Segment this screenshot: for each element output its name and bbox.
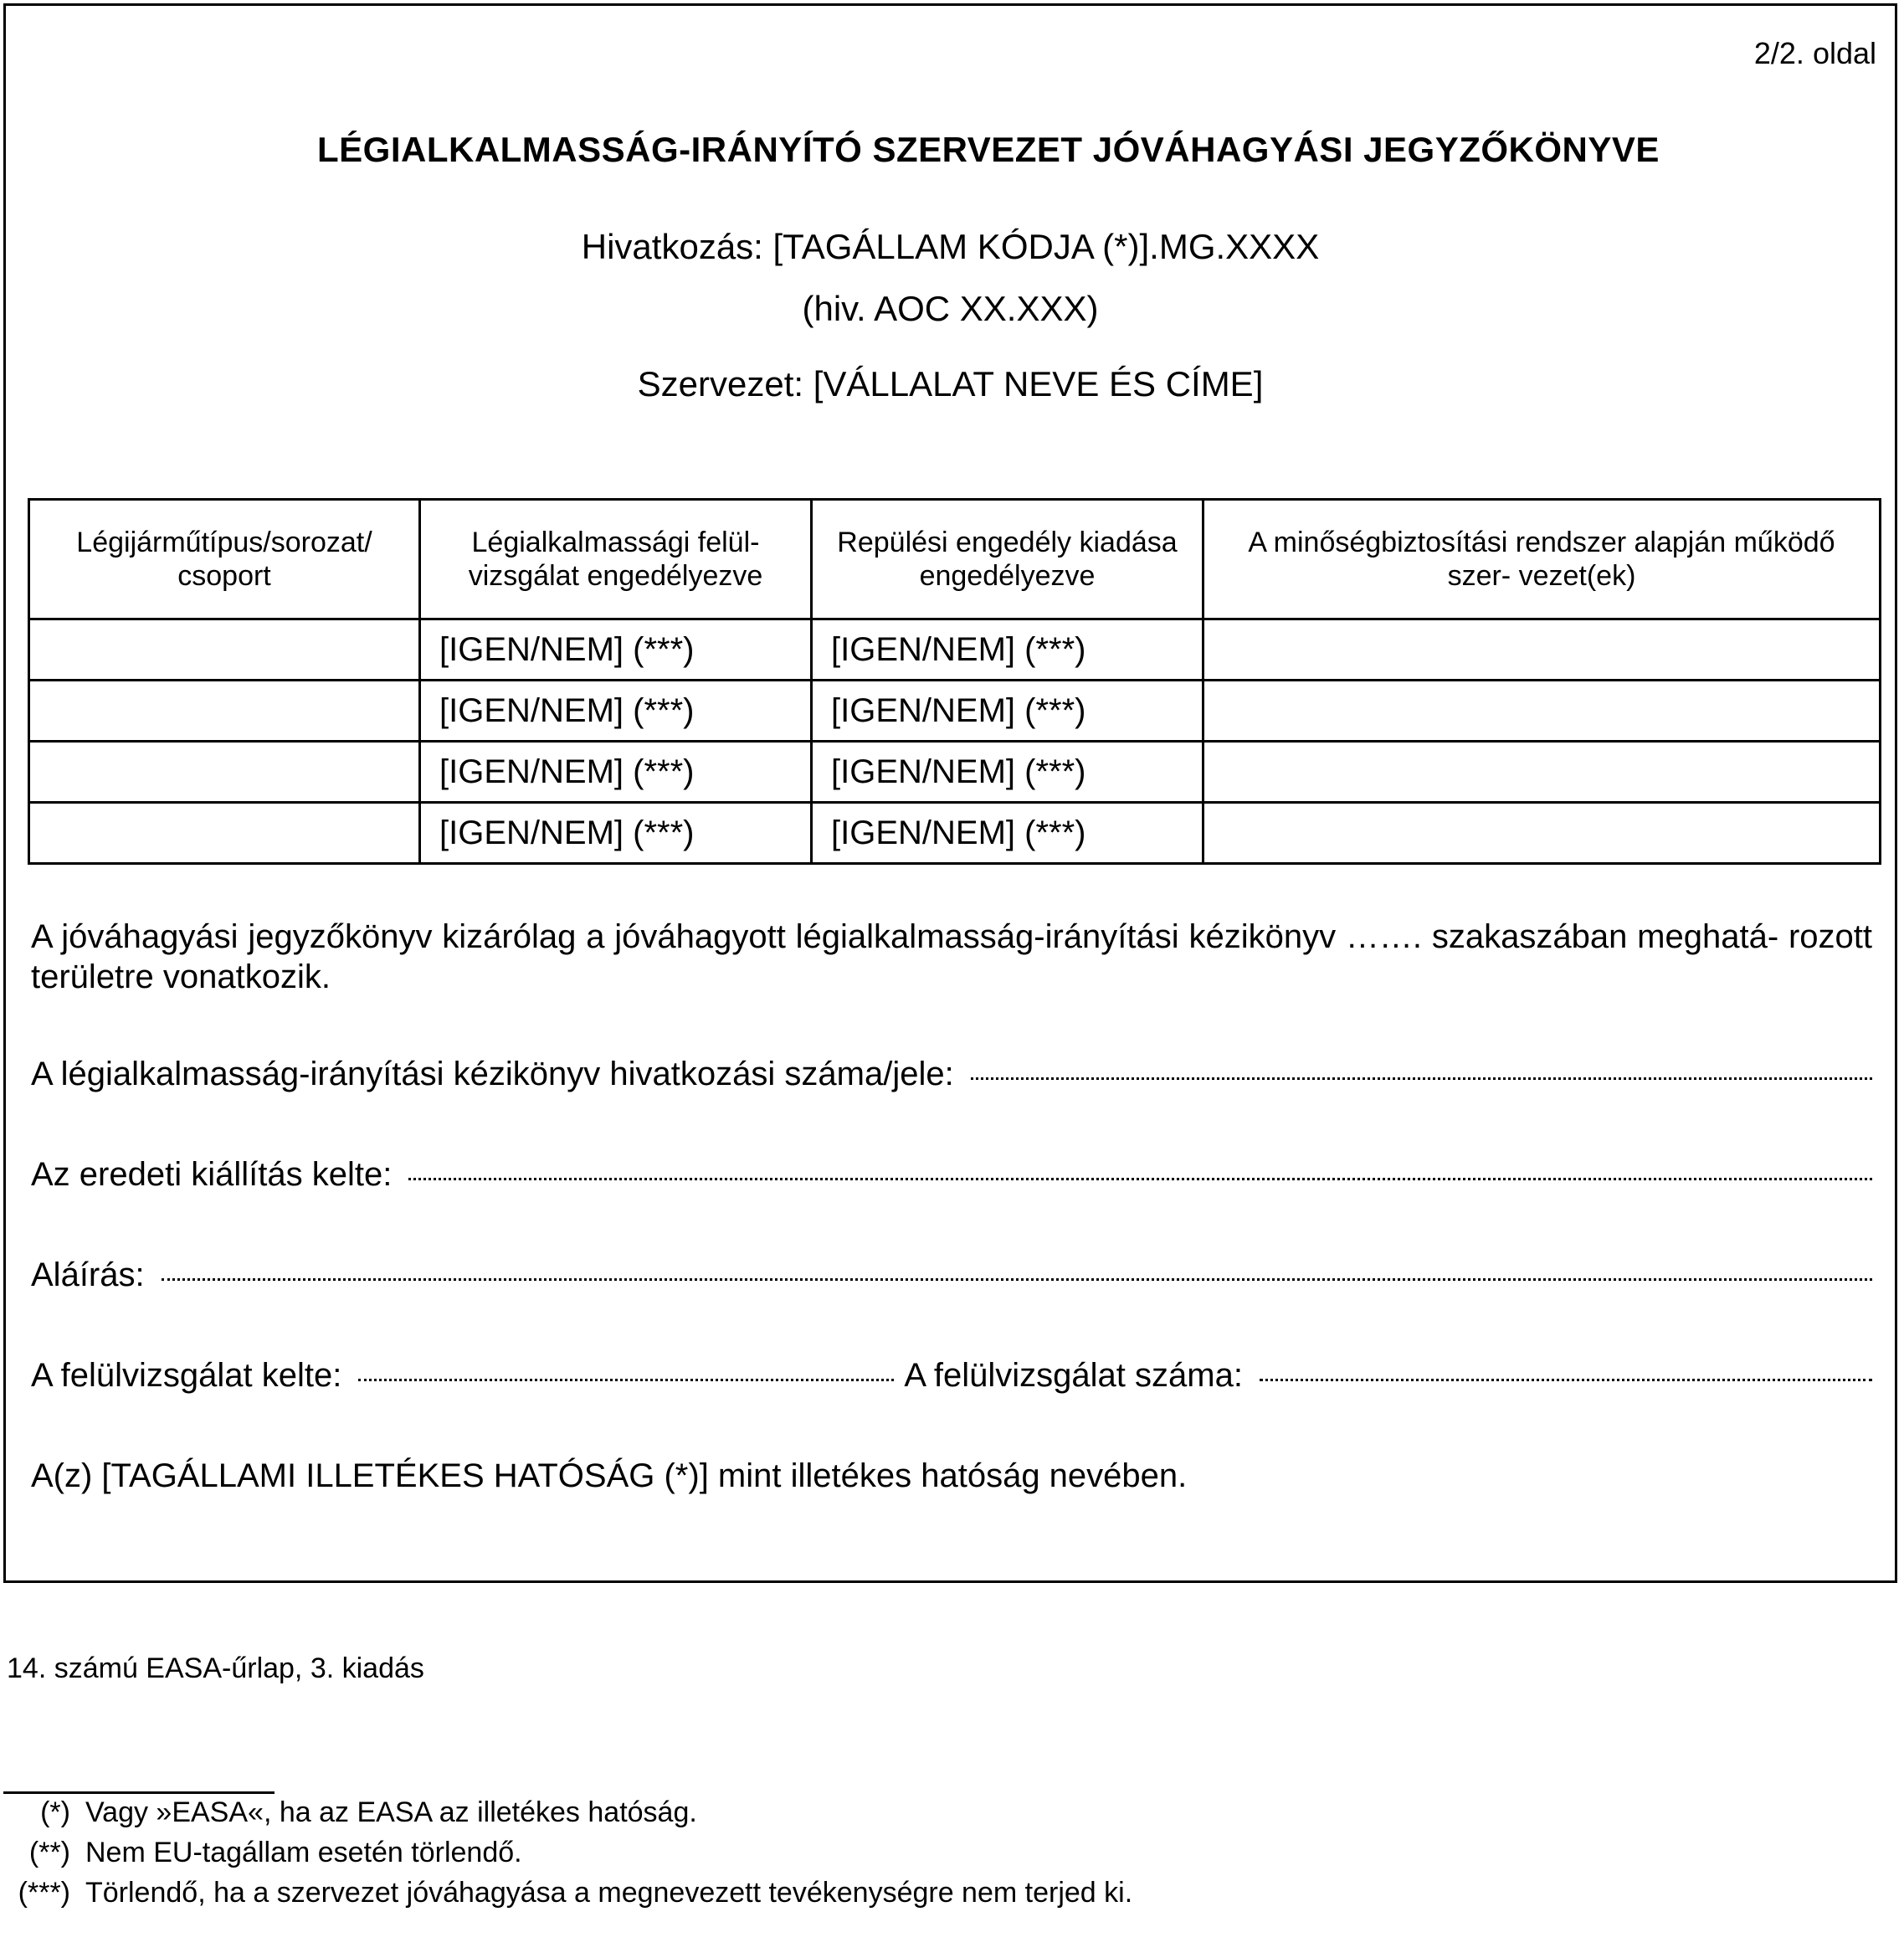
table-cell [1203,681,1881,742]
table-cell: [IGEN/NEM] (***) [420,742,812,803]
manual-reference-field [31,1056,1872,1093]
table-cell: [IGEN/NEM] (***) [812,619,1203,681]
table-cell [1203,619,1881,681]
signature-label: Aláírás: [31,1257,145,1293]
table-row [29,742,1881,803]
table-cell: [IGEN/NEM] (***) [812,681,1203,742]
scope-text-2: szakaszában meghatá- rozott területre vonatkozik. [31,918,1872,995]
table-cell: [IGEN/NEM] (***) [420,681,812,742]
footnote-mark: (***) [18,1877,70,1909]
table-cell [29,803,420,864]
footnote-1 [0,1796,1339,1829]
table-cell [1203,742,1881,803]
scope-text-1: A jóváhagyási jegyzőkönyv kizárólag a jóváhagyott légialkalmasság-irányítási kézikönyv [31,918,1337,955]
footnote-divider [3,1791,275,1794]
table-header-row [29,500,1881,619]
table-cell: [IGEN/NEM] (***) [812,803,1203,864]
header-aircraft-type: Légijárműtípus/sorozat/ csoport [29,500,420,619]
header-permit-to-fly: Repülési engedély kiadása engedélyezve [812,500,1203,619]
header-quality-organisations: A minőségbiztosítási rendszer alapján működő szer- vezet(ek) [1203,500,1881,619]
scope-dots: ……. [1345,918,1423,955]
certificate-frame [3,3,1897,1583]
issue-date-blank [408,1178,1872,1180]
footnote-text: Nem EU-tagállam esetén törlendő. [85,1837,522,1868]
scope-paragraph [31,917,1872,997]
table-cell [29,619,420,681]
aoc-reference-line: (hiv. AOC XX.XXX) [802,289,1099,328]
approval-table [28,498,1881,865]
footnote-2 [0,1837,1339,1869]
table-cell: [IGEN/NEM] (***) [420,619,812,681]
table-row [29,619,1881,681]
table-cell: [IGEN/NEM] (***) [812,742,1203,803]
table-row [29,803,1881,864]
footnote-mark: (**) [28,1837,70,1868]
issue-date-field [31,1156,1872,1194]
review-number-blank [1260,1379,1872,1381]
review-number-label: A felülvizsgálat száma: [904,1357,1243,1394]
footnote-mark: (*) [40,1796,70,1828]
page-number: 2/2. oldal [1753,36,1876,70]
review-date-blank [358,1379,894,1381]
document-title: LÉGIALKALMASSÁG-IRÁNYÍTÓ SZERVEZET JÓVÁHAGYÁSI JEGYZŐKÖNYVE [317,130,1660,169]
table-cell [29,681,420,742]
manual-reference-label: A légialkalmasság-irányítási kézikönyv hivatkozási száma/jele: [31,1056,954,1092]
reference-line: Hivatkozás: [TAGÁLLAM KÓDJA (*)].MG.XXXX [581,227,1320,266]
issue-date-label: Az eredeti kiállítás kelte: [31,1156,393,1193]
organisation-line: Szervezet: [VÁLLALAT NEVE ÉS CÍME] [637,364,1264,403]
table-cell [29,742,420,803]
authority-line [31,1457,1872,1495]
form-identifier: 14. számú EASA-űrlap, 3. kiadás [7,1652,424,1684]
table-cell [1203,803,1881,864]
table-row [29,681,1881,742]
footnote-text: Vagy »EASA«, ha az EASA az illetékes hatóság. [85,1796,697,1828]
manual-reference-blank [971,1077,1872,1080]
signature-blank [162,1278,1872,1281]
review-date-label: A felülvizsgálat kelte: [31,1357,342,1394]
signature-field [31,1257,1872,1294]
footnote-text: Törlendő, ha a szervezet jóváhagyása a megnevezett tevékenységre nem terjed ki. [85,1877,1133,1909]
footnote-3 [0,1877,1339,1909]
header-airworthiness-review: Légialkalmassági felül- vizsgálat engedélyezve [420,500,812,619]
review-fields [31,1357,1872,1395]
table-cell: [IGEN/NEM] (***) [420,803,812,864]
authority-text: A(z) [TAGÁLLAMI ILLETÉKES HATÓSÁG (*)] mint illetékes hatóság nevében. [31,1457,1188,1494]
